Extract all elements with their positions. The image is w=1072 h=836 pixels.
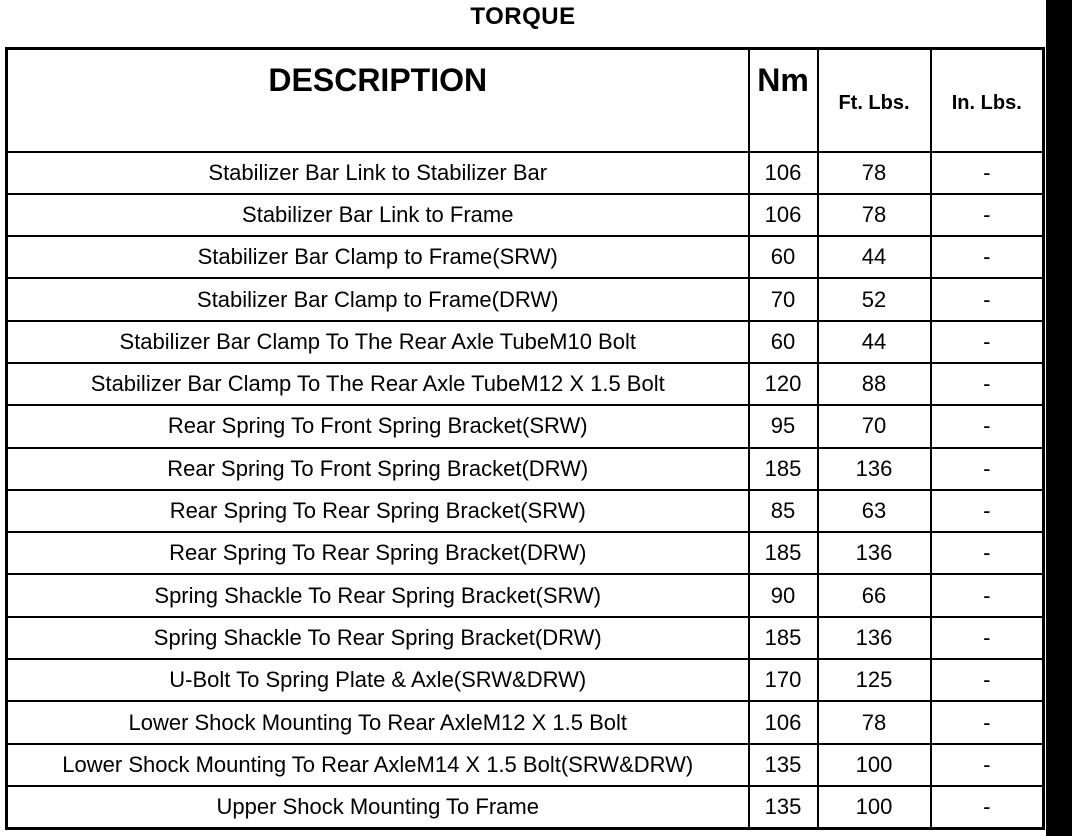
nm-cell: 106 <box>749 701 818 743</box>
ft-lbs-cell: 78 <box>818 152 931 194</box>
ft-lbs-cell: 78 <box>818 194 931 236</box>
nm-cell: 70 <box>749 278 818 320</box>
table-row <box>7 363 1044 405</box>
ft-lbs-cell: 63 <box>818 490 931 532</box>
nm-cell: 120 <box>749 363 818 405</box>
nm-cell: 95 <box>749 405 818 447</box>
table-row <box>7 448 1044 490</box>
in-lbs-cell: - <box>931 236 1044 278</box>
column-header-description: DESCRIPTION <box>7 49 749 152</box>
ft-lbs-cell: 100 <box>818 744 931 786</box>
ft-lbs-cell: 44 <box>818 236 931 278</box>
description-cell: Spring Shackle To Rear Spring Bracket(DRW) <box>7 617 749 659</box>
table-row <box>7 786 1044 828</box>
in-lbs-cell: - <box>931 659 1044 701</box>
in-lbs-cell: - <box>931 574 1044 616</box>
description-cell: Stabilizer Bar Clamp to Frame(SRW) <box>7 236 749 278</box>
description-cell: Rear Spring To Rear Spring Bracket(DRW) <box>7 532 749 574</box>
nm-cell: 135 <box>749 786 818 828</box>
in-lbs-cell: - <box>931 278 1044 320</box>
table-row <box>7 701 1044 743</box>
nm-cell: 106 <box>749 152 818 194</box>
in-lbs-cell: - <box>931 194 1044 236</box>
table-row <box>7 321 1044 363</box>
torque-table <box>5 47 1045 830</box>
column-header-in-lbs: In. Lbs. <box>931 49 1044 152</box>
table-row <box>7 744 1044 786</box>
ft-lbs-cell: 88 <box>818 363 931 405</box>
nm-cell: 185 <box>749 532 818 574</box>
ft-lbs-cell: 136 <box>818 448 931 490</box>
ft-lbs-cell: 136 <box>818 532 931 574</box>
ft-lbs-cell: 100 <box>818 786 931 828</box>
ft-lbs-cell: 78 <box>818 701 931 743</box>
in-lbs-cell: - <box>931 701 1044 743</box>
in-lbs-cell: - <box>931 152 1044 194</box>
table-row <box>7 617 1044 659</box>
table-row <box>7 532 1044 574</box>
description-cell: Rear Spring To Front Spring Bracket(SRW) <box>7 405 749 447</box>
description-cell: Spring Shackle To Rear Spring Bracket(SRW) <box>7 574 749 616</box>
ft-lbs-cell: 66 <box>818 574 931 616</box>
description-cell: Lower Shock Mounting To Rear AxleM14 X 1.5 Bolt(SRW&DRW) <box>7 744 749 786</box>
table-row <box>7 490 1044 532</box>
description-cell: Upper Shock Mounting To Frame <box>7 786 749 828</box>
ft-lbs-cell: 70 <box>818 405 931 447</box>
nm-cell: 60 <box>749 236 818 278</box>
ft-lbs-cell: 52 <box>818 278 931 320</box>
table-row <box>7 236 1044 278</box>
right-edge-bar <box>1046 0 1072 836</box>
nm-cell: 185 <box>749 617 818 659</box>
in-lbs-cell: - <box>931 786 1044 828</box>
table-row <box>7 152 1044 194</box>
in-lbs-cell: - <box>931 321 1044 363</box>
table-row <box>7 574 1044 616</box>
description-cell: Rear Spring To Front Spring Bracket(DRW) <box>7 448 749 490</box>
nm-cell: 85 <box>749 490 818 532</box>
in-lbs-cell: - <box>931 405 1044 447</box>
in-lbs-cell: - <box>931 448 1044 490</box>
table-row <box>7 278 1044 320</box>
description-cell: Stabilizer Bar Link to Frame <box>7 194 749 236</box>
in-lbs-cell: - <box>931 744 1044 786</box>
in-lbs-cell: - <box>931 490 1044 532</box>
ft-lbs-cell: 125 <box>818 659 931 701</box>
description-cell: U-Bolt To Spring Plate & Axle(SRW&DRW) <box>7 659 749 701</box>
description-cell: Lower Shock Mounting To Rear AxleM12 X 1.5 Bolt <box>7 701 749 743</box>
nm-cell: 90 <box>749 574 818 616</box>
nm-cell: 135 <box>749 744 818 786</box>
page-title: TORQUE <box>470 3 576 30</box>
table-row <box>7 659 1044 701</box>
table-row <box>7 194 1044 236</box>
description-cell: Rear Spring To Rear Spring Bracket(SRW) <box>7 490 749 532</box>
nm-cell: 106 <box>749 194 818 236</box>
in-lbs-cell: - <box>931 617 1044 659</box>
column-header-ft-lbs: Ft. Lbs. <box>818 49 931 152</box>
ft-lbs-cell: 44 <box>818 321 931 363</box>
description-cell: Stabilizer Bar Clamp To The Rear Axle TubeM12 X 1.5 Bolt <box>7 363 749 405</box>
description-cell: Stabilizer Bar Link to Stabilizer Bar <box>7 152 749 194</box>
nm-cell: 170 <box>749 659 818 701</box>
in-lbs-cell: - <box>931 363 1044 405</box>
nm-cell: 185 <box>749 448 818 490</box>
nm-cell: 60 <box>749 321 818 363</box>
description-cell: Stabilizer Bar Clamp To The Rear Axle TubeM10 Bolt <box>7 321 749 363</box>
in-lbs-cell: - <box>931 532 1044 574</box>
ft-lbs-cell: 136 <box>818 617 931 659</box>
table-header-row <box>7 49 1044 152</box>
table-row <box>7 405 1044 447</box>
description-cell: Stabilizer Bar Clamp to Frame(DRW) <box>7 278 749 320</box>
column-header-nm: Nm <box>749 49 818 152</box>
